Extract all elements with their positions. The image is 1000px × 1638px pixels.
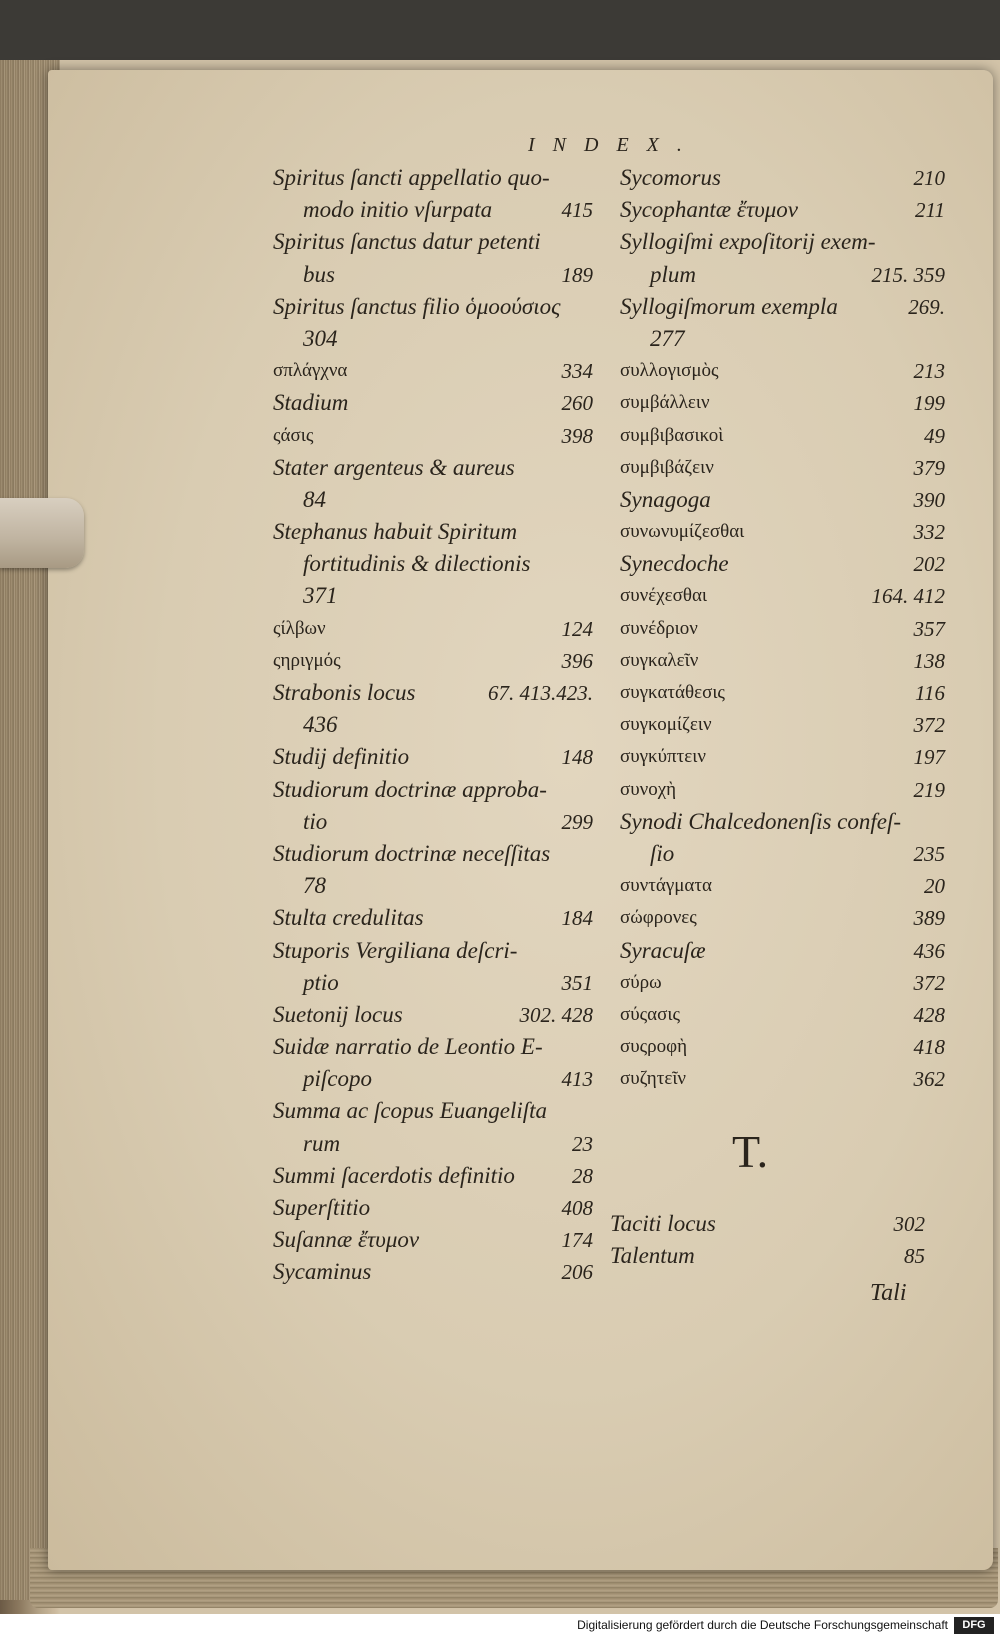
index-entry bbox=[620, 999, 945, 1031]
index-term: συγκαλεῖν bbox=[620, 649, 699, 671]
index-page-number: 116 bbox=[915, 681, 945, 705]
index-page-number: 415 bbox=[561, 198, 593, 223]
index-entry bbox=[273, 1031, 593, 1063]
index-entry bbox=[620, 709, 945, 741]
index-entry bbox=[273, 677, 593, 709]
index-entry bbox=[273, 259, 593, 291]
index-page-number: 164. 412 bbox=[871, 584, 945, 609]
index-term: ςίλβων bbox=[273, 617, 326, 639]
index-entry bbox=[620, 194, 945, 226]
index-entry bbox=[273, 645, 593, 677]
index-term: ptio bbox=[303, 969, 339, 995]
index-entry bbox=[273, 580, 593, 612]
index-term: συμβιβάζειν bbox=[620, 456, 714, 478]
index-term: Synecdoche bbox=[620, 551, 729, 577]
index-term: σύςασις bbox=[620, 1003, 681, 1025]
index-term: Syracuſæ bbox=[620, 937, 706, 963]
index-entry bbox=[620, 741, 945, 773]
index-term: bus bbox=[303, 261, 335, 287]
index-term: Spiritus ſancti appellatio quo- bbox=[273, 165, 550, 190]
index-term: 277 bbox=[650, 325, 685, 351]
index-term: Spiritus ſanctus datur petenti bbox=[273, 229, 541, 255]
index-term: Synodi Chalcedonenſis confeſ- bbox=[620, 808, 902, 834]
index-page-number: 413 bbox=[561, 1067, 593, 1092]
index-term: συμβάλλειν bbox=[620, 392, 710, 414]
index-entry bbox=[620, 484, 945, 516]
index-entry bbox=[620, 162, 945, 194]
index-term: Suidæ narratio de Leontio E- bbox=[273, 1034, 543, 1060]
index-page-number: 23 bbox=[572, 1131, 593, 1156]
footer-bar bbox=[0, 1614, 1000, 1638]
index-page-number: 67. 413.423. bbox=[488, 681, 593, 705]
index-entry bbox=[273, 870, 593, 902]
index-page-number: 210 bbox=[913, 166, 945, 190]
index-term: σώφρονες bbox=[620, 907, 697, 929]
index-entry bbox=[620, 580, 945, 612]
index-term: Studiorum doctrinæ approba- bbox=[273, 776, 547, 802]
index-page-number: 213 bbox=[913, 359, 945, 384]
index-term: 436 bbox=[303, 712, 338, 738]
index-entry bbox=[620, 516, 945, 548]
index-page-number: 138 bbox=[913, 648, 945, 673]
index-page-number: 189 bbox=[561, 262, 593, 287]
index-entry bbox=[620, 902, 945, 934]
index-entry bbox=[620, 226, 945, 258]
index-entry bbox=[273, 484, 593, 516]
index-entry bbox=[620, 291, 945, 323]
index-entry bbox=[273, 226, 593, 258]
index-term: plum bbox=[650, 261, 696, 287]
index-term: Synagoga bbox=[620, 486, 711, 512]
index-term: Syllogiſmi expoſitorij exem- bbox=[620, 229, 876, 255]
index-entry bbox=[620, 967, 945, 999]
index-entry bbox=[620, 870, 945, 902]
index-entry bbox=[620, 387, 945, 419]
index-page-number: 184 bbox=[561, 906, 593, 931]
index-page-number: 235 bbox=[913, 841, 945, 866]
index-page-number: 202 bbox=[913, 552, 945, 577]
index-term: 371 bbox=[303, 583, 338, 609]
index-term: Sycophantæ ἔτυμον bbox=[620, 197, 799, 223]
index-term: Summi ſacerdotis definitio bbox=[273, 1162, 515, 1188]
index-entry bbox=[620, 1031, 945, 1063]
index-term: Taciti locus bbox=[610, 1211, 716, 1236]
index-entry bbox=[620, 323, 945, 355]
index-entry bbox=[273, 613, 593, 645]
index-entry bbox=[273, 967, 593, 999]
index-page-number: 389 bbox=[913, 906, 945, 931]
index-term: Superſtitio bbox=[273, 1195, 371, 1220]
index-entry bbox=[273, 420, 593, 452]
index-term: Sycaminus bbox=[273, 1259, 372, 1285]
index-term: συνωνυμίζεσθαι bbox=[620, 521, 745, 543]
footer-credit: Digitalisierung gefördert durch die Deutsche Forschungsgemeinschaft bbox=[577, 1618, 948, 1632]
index-page-number: 332 bbox=[913, 520, 945, 545]
index-column-right bbox=[620, 162, 945, 1095]
index-column-left bbox=[273, 162, 593, 1289]
index-entry bbox=[620, 838, 945, 870]
index-page-number: 219 bbox=[913, 777, 945, 802]
index-entry bbox=[620, 774, 945, 806]
index-page-number: 418 bbox=[913, 1035, 945, 1060]
index-entry bbox=[273, 838, 593, 870]
index-entry bbox=[273, 387, 593, 419]
index-term: 84 bbox=[303, 486, 326, 512]
index-entry bbox=[273, 194, 593, 226]
index-term: συνέχεσθαι bbox=[620, 585, 708, 607]
index-entry bbox=[273, 1063, 593, 1095]
index-entry bbox=[273, 935, 593, 967]
index-entry bbox=[273, 1160, 593, 1192]
index-term: σύρω bbox=[620, 971, 662, 993]
index-page-number: 396 bbox=[561, 648, 593, 673]
index-page-number: 357 bbox=[913, 616, 945, 641]
index-entry bbox=[620, 259, 945, 291]
index-entry bbox=[620, 355, 945, 387]
index-entry bbox=[620, 677, 945, 709]
index-term: Sycomorus bbox=[620, 165, 721, 190]
index-page-number: 408 bbox=[561, 1196, 593, 1220]
index-term: συγκατάθεσις bbox=[620, 682, 725, 703]
index-term: σπλάγχνα bbox=[273, 360, 348, 382]
index-page-number: 372 bbox=[913, 970, 945, 995]
index-page-number: 351 bbox=[561, 970, 593, 995]
index-entry bbox=[273, 516, 593, 548]
index-term: Suetonij locus bbox=[273, 1001, 403, 1027]
index-term: συςροφὴ bbox=[620, 1036, 688, 1058]
index-term: ſio bbox=[650, 840, 675, 866]
index-term: tio bbox=[303, 808, 328, 834]
index-page-number: 436 bbox=[913, 938, 945, 963]
index-term: Stadium bbox=[273, 390, 349, 416]
index-entry bbox=[620, 935, 945, 967]
index-entry bbox=[273, 323, 593, 355]
index-term: Spiritus ſanctus filio ὁμοούσιος bbox=[273, 293, 561, 319]
index-entry bbox=[273, 902, 593, 934]
index-term: συμβιβασικοὶ bbox=[620, 424, 724, 446]
index-term: modo initio vſurpata bbox=[303, 197, 493, 223]
index-entry bbox=[273, 1256, 593, 1288]
index-page-number: 20 bbox=[924, 874, 945, 899]
index-term: συνέδριον bbox=[620, 617, 698, 639]
index-term: Summa ac ſcopus Euangeliſta bbox=[273, 1098, 548, 1124]
index-entry bbox=[610, 1208, 925, 1240]
index-entry bbox=[620, 420, 945, 452]
index-term: συγκομίζειν bbox=[620, 714, 712, 736]
index-page-number: 197 bbox=[913, 745, 945, 770]
index-entry bbox=[273, 999, 593, 1031]
index-entry bbox=[273, 162, 593, 194]
index-term: Syllogiſmorum exempla bbox=[620, 293, 838, 319]
index-entry bbox=[273, 548, 593, 580]
index-term: Stephanus habuit Spiritum bbox=[273, 519, 518, 545]
index-entry bbox=[273, 1192, 593, 1224]
index-entry bbox=[620, 806, 945, 838]
index-entry bbox=[273, 709, 593, 741]
dfg-logo-icon: DFG bbox=[954, 1617, 994, 1634]
index-page-number: 379 bbox=[913, 455, 945, 480]
index-page-number: 260 bbox=[561, 391, 593, 416]
index-term: Suſannæ ἔτυμον bbox=[273, 1227, 420, 1253]
index-term: συλλογισμὸς bbox=[620, 360, 719, 382]
index-page-number: 269. bbox=[908, 294, 945, 319]
index-term: συντάγματα bbox=[620, 875, 712, 897]
index-page-number: 215. 359 bbox=[871, 262, 945, 287]
index-page-number: 390 bbox=[913, 487, 945, 512]
catchword: Tali bbox=[870, 1280, 907, 1306]
index-entry bbox=[620, 1063, 945, 1095]
index-entry bbox=[273, 741, 593, 773]
index-term: Stulta credulitas bbox=[273, 905, 424, 931]
index-entry bbox=[273, 291, 593, 323]
index-term: ςηριγμός bbox=[273, 649, 341, 671]
index-entry bbox=[620, 613, 945, 645]
index-term: Stuporis Vergiliana deſcri- bbox=[273, 937, 518, 963]
index-page-number: 398 bbox=[561, 423, 593, 448]
index-section-t bbox=[610, 1208, 925, 1272]
index-term: rum bbox=[303, 1130, 341, 1156]
index-page-number: 28 bbox=[572, 1163, 593, 1188]
index-entry bbox=[620, 645, 945, 677]
page-header: INDEX. bbox=[528, 134, 700, 156]
index-page-number: 302. 428 bbox=[519, 1002, 593, 1027]
index-entry bbox=[273, 806, 593, 838]
index-entry bbox=[610, 1240, 925, 1272]
index-page-number: 148 bbox=[561, 745, 593, 770]
index-term: Stater argenteus & aureus bbox=[273, 454, 515, 480]
index-page-number: 206 bbox=[561, 1260, 593, 1285]
index-page-number: 372 bbox=[913, 713, 945, 738]
index-entry bbox=[273, 774, 593, 806]
index-page-number: 334 bbox=[561, 359, 593, 384]
index-entry bbox=[273, 452, 593, 484]
index-page-number: 211 bbox=[915, 198, 945, 223]
index-term: Strabonis locus bbox=[273, 680, 416, 705]
index-page-number: 49 bbox=[924, 423, 945, 448]
index-term: 304 bbox=[303, 325, 338, 351]
index-term: ςάσις bbox=[273, 424, 314, 446]
index-term: 78 bbox=[303, 873, 326, 899]
index-page-number: 362 bbox=[913, 1067, 945, 1092]
index-term: Studij definitio bbox=[273, 744, 410, 770]
bookmark-tab bbox=[0, 498, 84, 568]
index-page-number: 174 bbox=[561, 1228, 593, 1253]
index-term: συγκύπτειν bbox=[620, 746, 706, 768]
index-term: fortitudinis & dilectionis bbox=[303, 551, 531, 577]
index-term: piſcopo bbox=[303, 1066, 372, 1092]
index-term: συζητεῖν bbox=[620, 1068, 687, 1090]
index-term: Studiorum doctrinæ neceſſitas bbox=[273, 840, 551, 866]
index-entry bbox=[620, 548, 945, 580]
index-term: Talentum bbox=[610, 1243, 695, 1269]
index-entry bbox=[620, 452, 945, 484]
index-page-number: 428 bbox=[913, 1002, 945, 1027]
index-term: συνοχὴ bbox=[620, 778, 677, 800]
section-letter: T. bbox=[732, 1126, 769, 1177]
index-page-number: 85 bbox=[904, 1244, 925, 1269]
index-page-number: 124 bbox=[561, 616, 593, 641]
index-entry bbox=[273, 1128, 593, 1160]
index-entry bbox=[273, 1095, 593, 1127]
index-page-number: 199 bbox=[913, 391, 945, 416]
index-page-number: 302 bbox=[893, 1212, 925, 1236]
index-entry bbox=[273, 1224, 593, 1256]
index-entry bbox=[273, 355, 593, 387]
index-page-number: 299 bbox=[561, 809, 593, 834]
